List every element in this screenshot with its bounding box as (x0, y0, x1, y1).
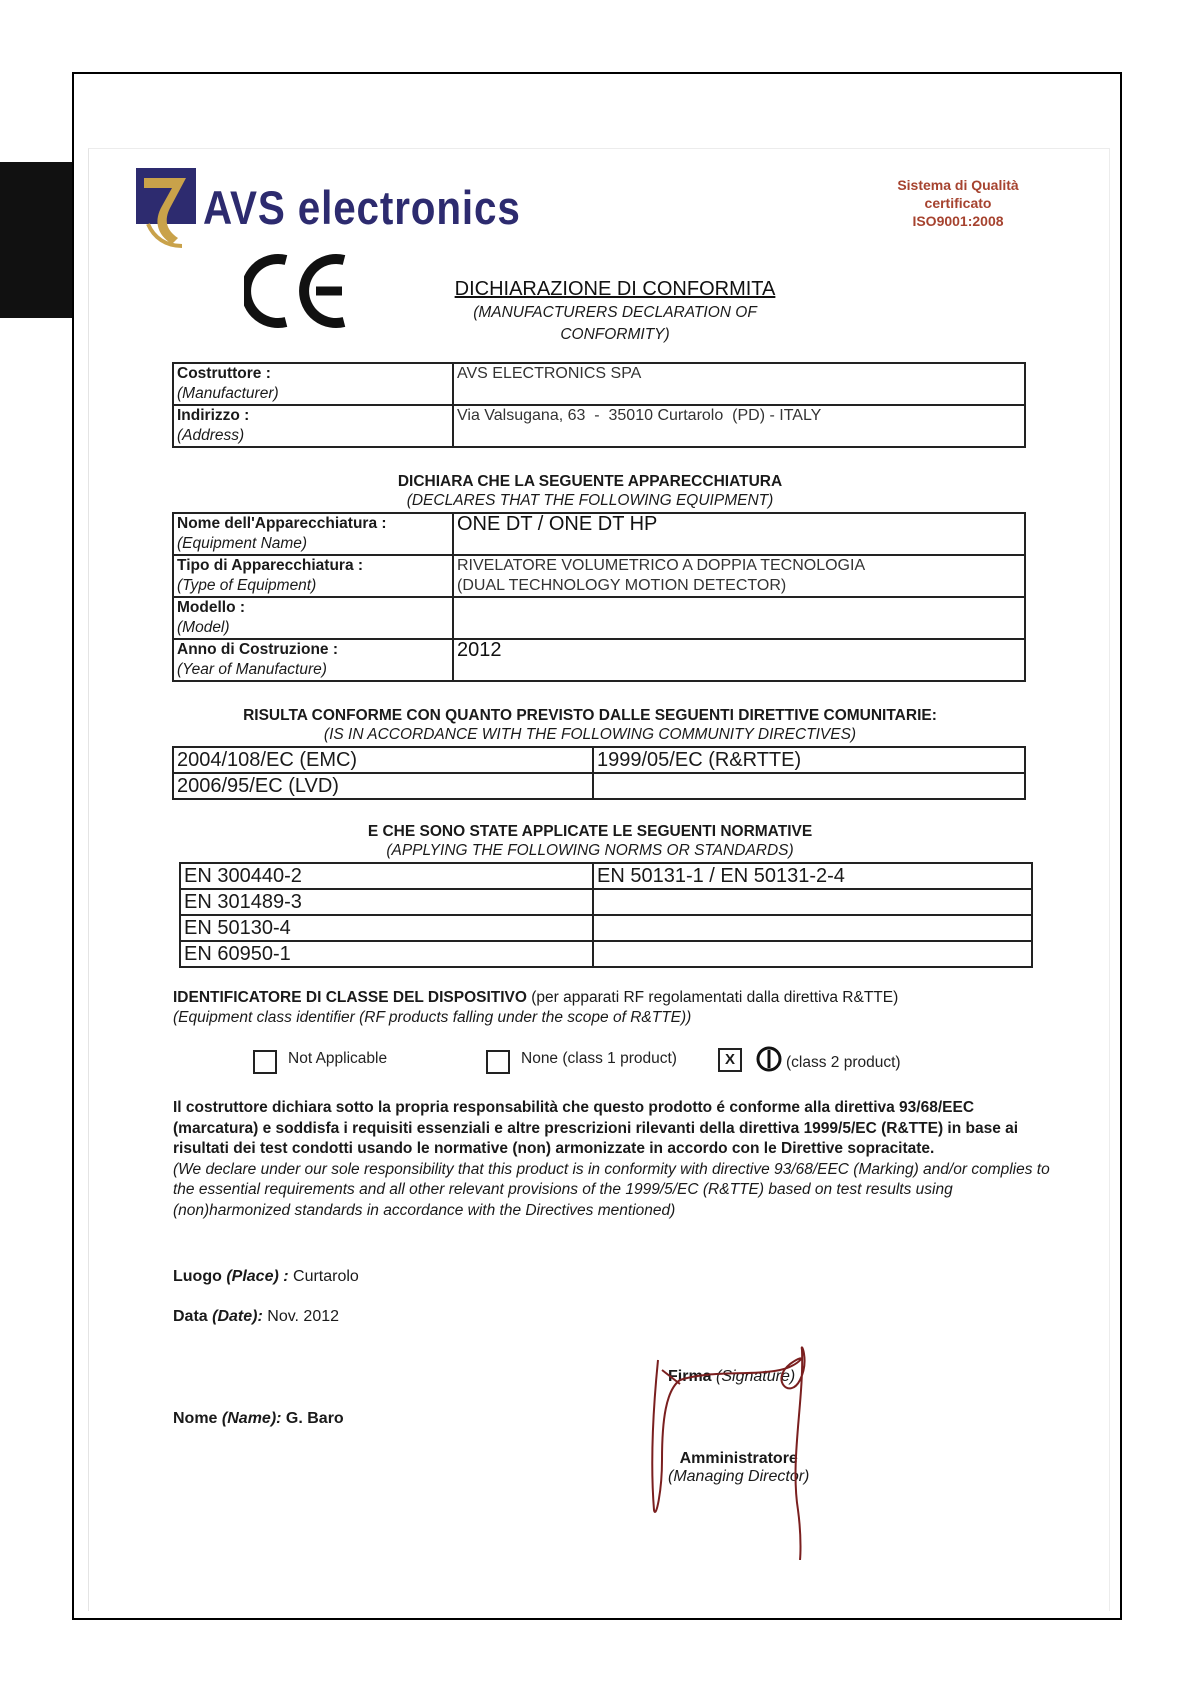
class-2-label: (class 2 product) (786, 1054, 901, 1071)
costruttore-label-en: (Manufacturer) (177, 385, 279, 402)
norm-cell (593, 941, 1032, 967)
year-label-en: (Year of Manufacture) (177, 661, 327, 678)
document-title (420, 278, 810, 345)
directive-cell: 2004/108/EC (EMC) (173, 747, 593, 773)
role-it: Amministratore (679, 1450, 798, 1467)
title-sub-2: CONFORMITY) (560, 326, 670, 343)
title-sub-1: (MANUFACTURERS DECLARATION OF (473, 304, 757, 321)
model-value-cell (453, 597, 1025, 639)
model-label: Modello : (177, 599, 246, 616)
class-1-label: None (class 1 product) (521, 1050, 677, 1067)
not-applicable-label: Not Applicable (288, 1050, 388, 1067)
signature-label-it: Firma (668, 1368, 712, 1385)
name-field (173, 1410, 344, 1428)
model-label-cell (173, 597, 453, 639)
iso-line-3: ISO9001:2008 (912, 213, 1004, 229)
norms-table (179, 862, 1033, 968)
indirizzo-label: Indirizzo : (177, 407, 250, 424)
norms-heading-en: (APPLYING THE FOLLOWING NORMS OR STANDARDS) (386, 842, 794, 859)
indirizzo-label-en: (Address) (177, 427, 245, 444)
name-label: Nome (173, 1410, 218, 1427)
date-value: Nov. 2012 (262, 1308, 340, 1325)
black-side-tab (0, 162, 72, 318)
date-label-en: (Date): (212, 1308, 263, 1325)
equipment-name-label: Nome dell'Apparecchiatura : (177, 515, 387, 532)
name-label-en: (Name): (221, 1410, 282, 1427)
year-value-cell (453, 639, 1025, 681)
class-identifier-note: (per apparati RF regolamentati dalla direttiva R&TTE) (526, 989, 899, 1006)
date-field (173, 1308, 339, 1326)
class-identifier-en: (Equipment class identifier (RF products falling under the scope of R&TTE)) (173, 1009, 692, 1026)
equipment-heading-it: DICHIARA CHE LA SEGUENTE APPARECCHIATURA (397, 473, 783, 490)
directives-heading (160, 706, 1020, 744)
directive-cell: 1999/05/EC (R&RTTE) (593, 747, 1025, 773)
norm-cell: EN 50130-4 (180, 915, 593, 941)
norm-cell (593, 889, 1032, 915)
year-label-cell (173, 639, 453, 681)
equipment-name-value-cell (453, 513, 1025, 555)
date-label: Data (173, 1308, 208, 1325)
year-label: Anno di Costruzione : (177, 641, 339, 658)
equipment-heading (160, 472, 1020, 510)
norms-heading (160, 822, 1020, 860)
indirizzo-value-cell (453, 405, 1025, 447)
equipment-type-value-1: RIVELATORE VOLUMETRICO A DOPPIA TECNOLOGIA (457, 557, 866, 574)
costruttore-value: AVS ELECTRONICS SPA (457, 365, 642, 382)
iso-line-1: Sistema di Qualità (897, 177, 1019, 193)
place-field (173, 1268, 359, 1286)
norm-cell: EN 50131-1 / EN 50131-2-4 (593, 863, 1032, 889)
costruttore-label-cell (173, 363, 453, 405)
class-identifier-it (173, 988, 1073, 1008)
place-value: Curtarolo (288, 1268, 359, 1285)
equipment-type-value-2: (DUAL TECHNOLOGY MOTION DETECTOR) (457, 577, 787, 594)
signature-label-en: (Signature) (716, 1368, 796, 1385)
directives-table (172, 746, 1026, 800)
equipment-type-label-en: (Type of Equipment) (177, 577, 317, 594)
norm-cell: EN 300440-2 (180, 863, 593, 889)
equipment-table (172, 512, 1026, 682)
equipment-name-value: ONE DT / ONE DT HP (457, 513, 658, 535)
directive-cell: 2006/95/EC (LVD) (173, 773, 593, 799)
class-2-checkbox[interactable]: X (718, 1048, 742, 1072)
handwritten-signature-icon (640, 1340, 840, 1560)
norm-cell (593, 915, 1032, 941)
class-identifier (173, 988, 1073, 1028)
directive-cell (593, 773, 1025, 799)
equipment-type-value-cell (453, 555, 1025, 597)
indirizzo-value: Via Valsugana, 63 - 35010 Curtarolo (PD) - ITALY (457, 407, 822, 424)
ce-mark-icon (244, 252, 354, 330)
avs-logo-icon (136, 168, 198, 248)
model-label-en: (Model) (177, 619, 230, 636)
declaration-text (173, 1098, 1053, 1221)
title-main: DICHIARAZIONE DI CONFORMITA (454, 278, 776, 300)
iso-line-2: certificato (924, 195, 992, 211)
role-en: (Managing Director) (668, 1468, 810, 1485)
declaration-en: (We declare under our sole responsibility that this product is in conformity with directive 93/68/EEC (Marking) and/or complies to the essential requirements and all other relevant provisions of the 1999/5/EC (R&TTE) based on test results using (non)harmonized standards in accordance with the Directives mentioned) (173, 1160, 1050, 1219)
norm-cell: EN 301489-3 (180, 889, 593, 915)
indirizzo-label-cell (173, 405, 453, 447)
norms-heading-it: E CHE SONO STATE APPLICATE LE SEGUENTI NORMATIVE (367, 823, 813, 840)
costruttore-label: Costruttore : (177, 365, 271, 382)
not-applicable-checkbox[interactable] (253, 1050, 277, 1074)
directives-heading-en: (IS IN ACCORDANCE WITH THE FOLLOWING COMMUNITY DIRECTIVES) (323, 726, 857, 743)
class-identifier-label: IDENTIFICATORE DI CLASSE DEL DISPOSITIVO (173, 989, 527, 1006)
iso-certification (870, 176, 1046, 230)
equipment-heading-en: (DECLARES THAT THE FOLLOWING EQUIPMENT) (406, 492, 774, 509)
class-1-checkbox[interactable] (486, 1050, 510, 1074)
equipment-name-label-en: (Equipment Name) (177, 535, 308, 552)
place-label: Luogo (173, 1268, 222, 1285)
directives-heading-it: RISULTA CONFORME CON QUANTO PREVISTO DALLE SEGUENTI DIRETTIVE COMUNITARIE: (243, 707, 937, 724)
name-value: G. Baro (281, 1410, 344, 1427)
equipment-type-label: Tipo di Apparecchiatura : (177, 557, 364, 574)
norm-cell: EN 60950-1 (180, 941, 593, 967)
equipment-type-label-cell (173, 555, 453, 597)
logo-text: AVS electronics (203, 181, 521, 234)
costruttore-value-cell (453, 363, 1025, 405)
year-value: 2012 (457, 639, 502, 661)
alert-class-2-icon (756, 1046, 782, 1072)
manufacturer-table (172, 362, 1026, 448)
declaration-it: Il costruttore dichiara sotto la propria responsabilità che questo prodotto é conforme alla direttiva 93/68/EEC (marcatura) e soddisfa i requisiti essenziali e altre prescrizioni rilevanti della direttiva 1999/5/EC (R&TTE) in base ai risultati dei test condotti usando le normative (non) armonizzate in accordo con le Direttive sopracitate. (173, 1099, 1019, 1157)
place-label-en: (Place) : (226, 1268, 289, 1285)
equipment-name-label-cell (173, 513, 453, 555)
